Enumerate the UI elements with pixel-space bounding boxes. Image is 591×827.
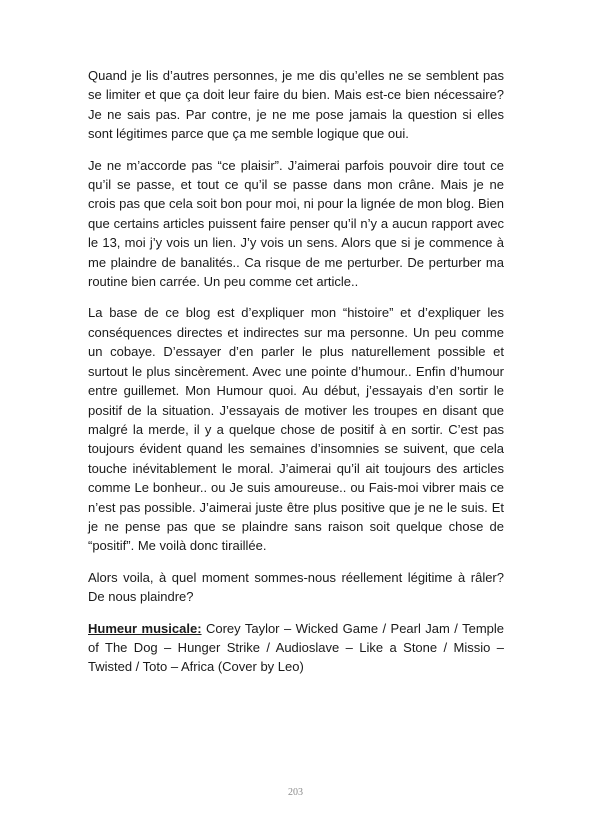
paragraph-3: La base de ce blog est d’expliquer mon “histoire” et d’expliquer les conséquences directes et indirectes sur ma personne. Un peu comme un cobaye. D’essayer d’en parler le plus naturellement possible et surtout le plus sincèrement. Avec une pointe d’humour.. Enfin d’humour entre guillemet. Mon Humour quoi. Au début, j’essayais d’en sortir le positif de la situation. J’essayais de motiver les troupes en disant que malgré la merde, il y a quelque chose de positif à en sortir. C’est pas toujours évident quand les semaines d’insomnies se suivent, que cela touche inévitablement le moral. J’aimerai qu’il ait toujours des articles comme Le bonheur.. ou Je suis amoureuse.. ou Fais-moi vibrer mais ce n’est pas possible. J’aimerai juste être plus positive que je ne le suis. Et je ne pense pas que se plaindre sans raison soit quelque chose de “positif”. Me voilà donc tiraillée.	[88, 305, 504, 554]
music-list: Corey Taylor – Wicked Game / Pearl Jam / Temple of The Dog – Hunger Strike / Audioslave – Like a Stone / Missio – Twisted / Toto – Africa (Cover by Leo)	[88, 620, 505, 675]
music-paragraph	[88, 619, 504, 677]
paragraph-2: Je ne m’accorde pas “ce plaisir”. J’aimerai parfois pouvoir dire tout ce qu’il se passe, et tout ce qu’il se passe dans mon crâne. Mais je ne crois pas que cela soit bon pour moi, ni pour la lignée de mon blog. Bien que certains articles puissent faire penser qu’il n’y a aucun rapport avec le 13, moi j’y vois un lien. J’y vois un sens. Alors que si je commence à me plaindre de banalités.. Ca risque de me perturber. De perturber ma routine bien carrée. Un peu comme cet article..	[88, 157, 504, 290]
music-label: Humeur musicale:	[88, 620, 202, 636]
paragraph-4: Alors voila, à quel moment sommes-nous réellement légitime à râler? De nous plaindre?	[88, 569, 504, 605]
paragraph-1: Quand je lis d’autres personnes, je me dis qu’elles ne se semblent pas se limiter et que ça doit leur faire du bien. Mais est-ce bien nécessaire? Je ne sais pas. Par contre, je ne me pose jamais la question si elles sont légitimes parce que ça me semble logique que oui.	[88, 68, 504, 142]
page-number: 203	[288, 787, 303, 798]
page-body	[88, 66, 504, 689]
